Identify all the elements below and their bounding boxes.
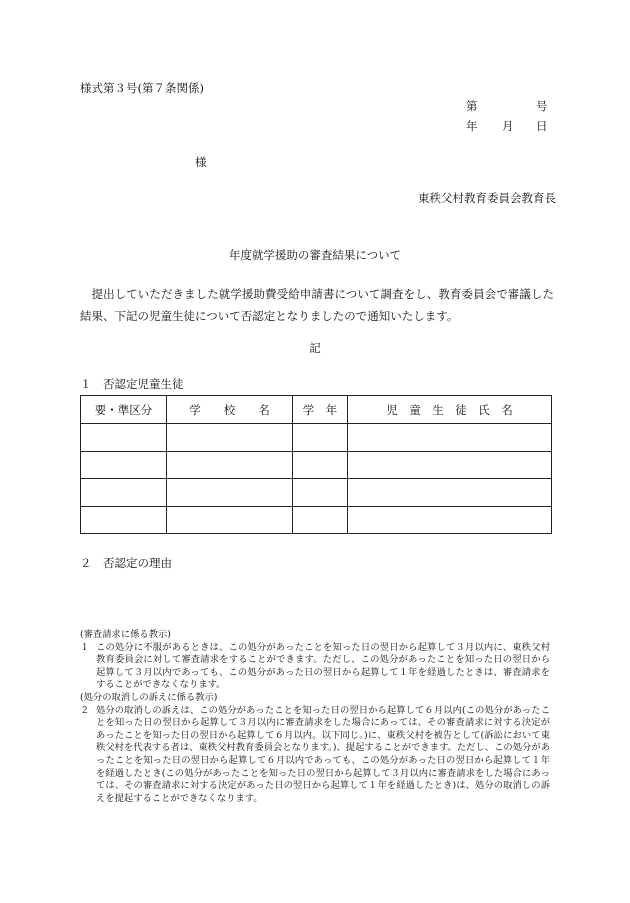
form-number: 様式第３号(第７条関係) [80, 81, 204, 95]
body-paragraph: 提出していただきました就学援助費受給申請書について調査をし、教育委員会で審議した結果、下記の児童生徒について否認定となりましたので通知いたします。 [80, 287, 554, 323]
table-row [81, 479, 552, 507]
section1-heading: １ 否認定児童生徒 [80, 377, 184, 391]
col-header-school: 学 校 名 [167, 396, 293, 424]
table-cell [81, 479, 167, 507]
table-cell [293, 506, 348, 534]
review-notice-heading: (審査請求に係る教示) [80, 629, 171, 640]
review-notice-item [80, 642, 550, 692]
table-cell [348, 479, 552, 507]
lawsuit-notice-text: 処分の取消しの訴えは、この処分があったことを知った日の翌日から起算して６月以内(この処分があったことを知った日の翌日から起算して３月以内に審査請求をした場合にあっては、その審査請求に対する決定があったことを知った日の翌日から起算して６月以内。以下同じ。)に、東秩父村を被告として(訴訟において東秩父村を代表する者は、東秩父村教育委員会となります。)、提起することができます。ただし、この処分があったことを知った日の翌日から起算して６月以内であっても、この処分があった日の翌日から起算して１年を経過したとき(この処分があったことを知った日の翌日から起算して３月以内に審査請求をした場合にあっては、その審査請求に対する決定があった日の翌日から起算して１年を経過したとき)は、処分の取消しの訴えを提起することができなくなります。 [96, 704, 550, 804]
table-cell [81, 451, 167, 479]
table-cell [293, 479, 348, 507]
section2-heading: ２ 否認定の理由 [80, 556, 172, 570]
sender-name: 東秩父村教育委員会教育長 [418, 191, 556, 205]
date-day-label: 日 [536, 119, 548, 133]
col-header-grade: 学 年 [293, 396, 348, 424]
table-row [81, 424, 552, 452]
document-title: 年度就学援助の審査結果について [228, 248, 402, 262]
table-cell [293, 451, 348, 479]
table-cell [348, 451, 552, 479]
lawsuit-notice-item [80, 705, 550, 806]
table-cell [348, 424, 552, 452]
col-header-category: 要・準区分 [81, 396, 167, 424]
doc-number-label: 第 [466, 99, 478, 113]
table-cell [81, 424, 167, 452]
addressee-suffix: 様 [195, 155, 207, 169]
table-row [81, 506, 552, 534]
lawsuit-notice-heading: (処分の取消しの訴えに係る教示) [80, 691, 218, 703]
doc-number-suffix: 号 [536, 99, 548, 113]
students-table [80, 395, 552, 534]
table-cell [293, 424, 348, 452]
table-cell [167, 424, 293, 452]
table-cell [167, 451, 293, 479]
table-cell [348, 506, 552, 534]
table-cell [81, 506, 167, 534]
review-notice-text: この処分に不服があるときは、この処分があったことを知った日の翌日から起算して３月以内に、東秩父村教育委員会に対して審査請求をすることができます。ただし、この処分があったことを知った日の翌日から起算して３月以内であっても、この処分があった日の翌日から起算して１年を経過したときは、審査請求をすることができなくなります。 [96, 641, 550, 691]
ki-heading: 記 [309, 341, 321, 355]
table-row [81, 451, 552, 479]
col-header-student-name: 児 童 生 徒 氏 名 [348, 396, 552, 424]
table-cell [167, 479, 293, 507]
table-cell [167, 506, 293, 534]
date-year-label: 年 [466, 119, 478, 133]
review-notice-number: １ [80, 641, 90, 653]
table-header-row [81, 396, 552, 424]
lawsuit-notice-number: ２ [80, 704, 90, 716]
notes-block [80, 629, 550, 805]
date-month-label: 月 [502, 119, 514, 133]
